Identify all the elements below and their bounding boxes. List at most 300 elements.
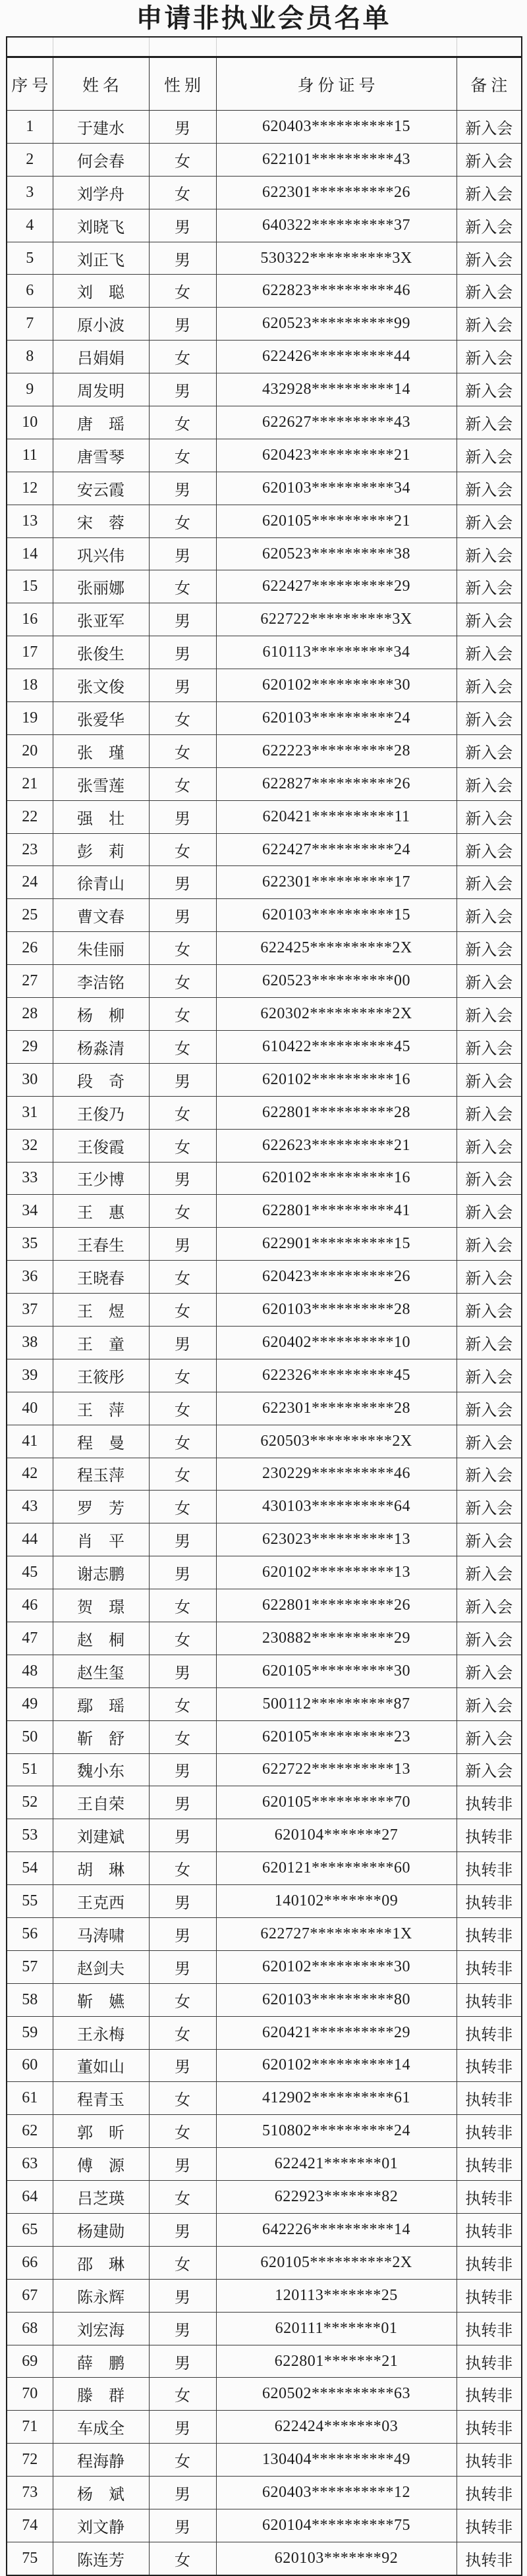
header-no: 序号 xyxy=(7,57,53,111)
cell-no: 23 xyxy=(7,833,53,866)
table-row xyxy=(7,143,522,176)
cell-no: 10 xyxy=(7,406,53,439)
cell-name: 于建水 xyxy=(53,111,149,144)
table-row xyxy=(7,965,522,998)
member-table xyxy=(6,36,522,2576)
cell-no: 52 xyxy=(7,1786,53,1819)
cell-gender: 男 xyxy=(149,1162,216,1195)
cell-gender: 男 xyxy=(149,2312,216,2345)
cell-name: 魏小东 xyxy=(53,1753,149,1786)
cell-no: 39 xyxy=(7,1359,53,1392)
cell-gender: 女 xyxy=(149,2082,216,2115)
cell-gender: 女 xyxy=(149,1261,216,1294)
cell-gender: 女 xyxy=(149,1392,216,1425)
cell-id: 622627**********43 xyxy=(216,406,457,439)
table-row xyxy=(7,899,522,932)
spacer-cell xyxy=(7,37,53,57)
cell-name: 郭 昕 xyxy=(53,2115,149,2148)
cell-name: 强 壮 xyxy=(53,800,149,833)
cell-gender: 女 xyxy=(149,1458,216,1491)
table-row xyxy=(7,570,522,603)
table-row xyxy=(7,275,522,308)
cell-id: 620421**********11 xyxy=(216,800,457,833)
cell-id: 622823**********46 xyxy=(216,275,457,308)
cell-name: 滕 群 xyxy=(53,2378,149,2411)
cell-remark: 新入会 xyxy=(457,1392,522,1425)
cell-name: 杨 柳 xyxy=(53,998,149,1031)
cell-id: 230882**********29 xyxy=(216,1622,457,1655)
cell-id: 620502**********63 xyxy=(216,2378,457,2411)
cell-name: 李洁铭 xyxy=(53,965,149,998)
table-row xyxy=(7,406,522,439)
cell-name: 宋 蓉 xyxy=(53,505,149,537)
table-row xyxy=(7,1786,522,1819)
table-row xyxy=(7,472,522,505)
cell-name: 王 煜 xyxy=(53,1294,149,1327)
cell-no: 58 xyxy=(7,1983,53,2016)
cell-gender: 女 xyxy=(149,143,216,176)
header-name: 姓名 xyxy=(53,57,149,111)
cell-remark: 新入会 xyxy=(457,702,522,735)
cell-no: 8 xyxy=(7,341,53,373)
cell-remark: 新入会 xyxy=(457,1589,522,1622)
cell-gender: 女 xyxy=(149,1687,216,1720)
cell-name: 杨淼清 xyxy=(53,1030,149,1063)
cell-id: 620102**********13 xyxy=(216,1556,457,1589)
cell-gender: 男 xyxy=(149,866,216,899)
cell-name: 王晓春 xyxy=(53,1261,149,1294)
cell-id: 640322**********37 xyxy=(216,209,457,242)
cell-id: 620102**********16 xyxy=(216,1162,457,1195)
cell-id: 622424*******03 xyxy=(216,2411,457,2444)
cell-remark: 新入会 xyxy=(457,734,522,767)
cell-no: 7 xyxy=(7,308,53,341)
cell-name: 鄢 瑶 xyxy=(53,1687,149,1720)
cell-id: 610113**********34 xyxy=(216,636,457,669)
cell-name: 巩兴伟 xyxy=(53,537,149,570)
cell-id: 622801*******21 xyxy=(216,2345,457,2378)
cell-id: 620121**********60 xyxy=(216,1852,457,1885)
cell-id: 622326**********45 xyxy=(216,1359,457,1392)
cell-gender: 女 xyxy=(149,406,216,439)
cell-id: 620105**********70 xyxy=(216,1786,457,1819)
cell-id: 623023**********13 xyxy=(216,1523,457,1556)
cell-remark: 新入会 xyxy=(457,406,522,439)
cell-name: 王 童 xyxy=(53,1326,149,1359)
cell-name: 张文俊 xyxy=(53,669,149,702)
cell-no: 26 xyxy=(7,932,53,965)
cell-remark: 执转非 xyxy=(457,2181,522,2214)
cell-no: 69 xyxy=(7,2345,53,2378)
cell-name: 马涛啸 xyxy=(53,1917,149,1950)
cell-name: 谢志鹏 xyxy=(53,1556,149,1589)
cell-id: 620503**********2X xyxy=(216,1425,457,1458)
table-row xyxy=(7,2345,522,2378)
cell-name: 吕芝瑛 xyxy=(53,2181,149,2214)
table-row xyxy=(7,373,522,406)
table-row xyxy=(7,2542,522,2575)
cell-name: 薛 鹏 xyxy=(53,2345,149,2378)
cell-gender: 男 xyxy=(149,537,216,570)
table-row xyxy=(7,767,522,800)
cell-no: 55 xyxy=(7,1885,53,1918)
cell-no: 21 xyxy=(7,767,53,800)
cell-name: 胡 琳 xyxy=(53,1852,149,1885)
cell-remark: 执转非 xyxy=(457,2246,522,2279)
cell-no: 66 xyxy=(7,2246,53,2279)
cell-remark: 执转非 xyxy=(457,1885,522,1918)
table-row xyxy=(7,1162,522,1195)
table-row xyxy=(7,308,522,341)
cell-name: 刘学舟 xyxy=(53,176,149,209)
cell-gender: 男 xyxy=(149,2049,216,2082)
cell-remark: 新入会 xyxy=(457,767,522,800)
cell-no: 46 xyxy=(7,1589,53,1622)
cell-no: 18 xyxy=(7,669,53,702)
page-title: 申请非执业会员名单 xyxy=(136,3,391,33)
table-row xyxy=(7,1950,522,1983)
cell-remark: 新入会 xyxy=(457,800,522,833)
cell-no: 33 xyxy=(7,1162,53,1195)
cell-no: 36 xyxy=(7,1261,53,1294)
table-row xyxy=(7,1655,522,1687)
spacer-cell xyxy=(53,37,149,57)
cell-id: 622801**********41 xyxy=(216,1195,457,1228)
cell-remark: 执转非 xyxy=(457,2082,522,2115)
cell-id: 620523**********99 xyxy=(216,308,457,341)
cell-id: 620103*******92 xyxy=(216,2542,457,2575)
table-row xyxy=(7,2411,522,2444)
cell-remark: 新入会 xyxy=(457,505,522,537)
cell-id: 620423**********26 xyxy=(216,1261,457,1294)
cell-no: 59 xyxy=(7,2016,53,2049)
cell-remark: 执转非 xyxy=(457,1983,522,2016)
cell-name: 董如山 xyxy=(53,2049,149,2082)
cell-no: 47 xyxy=(7,1622,53,1655)
table-row xyxy=(7,1622,522,1655)
cell-no: 75 xyxy=(7,2542,53,2575)
cell-gender: 女 xyxy=(149,176,216,209)
table-row xyxy=(7,800,522,833)
cell-gender: 男 xyxy=(149,209,216,242)
cell-id: 610422**********45 xyxy=(216,1030,457,1063)
cell-no: 40 xyxy=(7,1392,53,1425)
cell-name: 刘正飞 xyxy=(53,242,149,275)
cell-id: 620104**********75 xyxy=(216,2509,457,2542)
cell-name: 朱佳丽 xyxy=(53,932,149,965)
cell-remark: 新入会 xyxy=(457,143,522,176)
cell-id: 622425**********2X xyxy=(216,932,457,965)
cell-gender: 男 xyxy=(149,1819,216,1852)
header-row xyxy=(7,57,522,111)
table-row xyxy=(7,1392,522,1425)
cell-remark: 执转非 xyxy=(457,2115,522,2148)
spacer-cell xyxy=(216,37,457,57)
spacer-row xyxy=(7,37,522,57)
cell-no: 22 xyxy=(7,800,53,833)
table-row xyxy=(7,1491,522,1523)
cell-remark: 执转非 xyxy=(457,2509,522,2542)
cell-gender: 女 xyxy=(149,965,216,998)
table-row xyxy=(7,1425,522,1458)
table-row xyxy=(7,636,522,669)
cell-gender: 女 xyxy=(149,570,216,603)
spacer-cell xyxy=(149,37,216,57)
cell-gender: 男 xyxy=(149,2411,216,2444)
spacer-cell xyxy=(457,37,522,57)
table-row xyxy=(7,1556,522,1589)
cell-name: 安云霞 xyxy=(53,472,149,505)
cell-gender: 男 xyxy=(149,1786,216,1819)
cell-id: 620403**********15 xyxy=(216,111,457,144)
cell-no: 51 xyxy=(7,1753,53,1786)
cell-gender: 女 xyxy=(149,1720,216,1753)
table-row xyxy=(7,932,522,965)
cell-remark: 新入会 xyxy=(457,833,522,866)
table-row xyxy=(7,1687,522,1720)
cell-gender: 女 xyxy=(149,702,216,735)
cell-gender: 男 xyxy=(149,308,216,341)
cell-remark: 执转非 xyxy=(457,2542,522,2575)
cell-name: 张 瑾 xyxy=(53,734,149,767)
cell-gender: 男 xyxy=(149,111,216,144)
cell-name: 程玉萍 xyxy=(53,1458,149,1491)
cell-no: 9 xyxy=(7,373,53,406)
cell-gender: 男 xyxy=(149,1228,216,1261)
cell-no: 32 xyxy=(7,1129,53,1162)
cell-id: 622421*******01 xyxy=(216,2148,457,2181)
table-row xyxy=(7,1885,522,1918)
cell-id: 622301**********17 xyxy=(216,866,457,899)
cell-no: 49 xyxy=(7,1687,53,1720)
cell-no: 71 xyxy=(7,2411,53,2444)
cell-no: 27 xyxy=(7,965,53,998)
cell-no: 74 xyxy=(7,2509,53,2542)
cell-gender: 女 xyxy=(149,1359,216,1392)
cell-no: 67 xyxy=(7,2279,53,2312)
cell-name: 陈永辉 xyxy=(53,2279,149,2312)
table-row xyxy=(7,1261,522,1294)
cell-remark: 执转非 xyxy=(457,1786,522,1819)
cell-remark: 执转非 xyxy=(457,2378,522,2411)
cell-name: 段 奇 xyxy=(53,1063,149,1096)
table-row xyxy=(7,2444,522,2477)
cell-gender: 女 xyxy=(149,1096,216,1129)
cell-gender: 女 xyxy=(149,932,216,965)
cell-name: 王少博 xyxy=(53,1162,149,1195)
cell-no: 16 xyxy=(7,603,53,636)
cell-remark: 新入会 xyxy=(457,1622,522,1655)
cell-no: 57 xyxy=(7,1950,53,1983)
cell-gender: 女 xyxy=(149,1425,216,1458)
cell-name: 贺 璟 xyxy=(53,1589,149,1622)
cell-no: 62 xyxy=(7,2115,53,2148)
cell-name: 王自荣 xyxy=(53,1786,149,1819)
cell-name: 张俊生 xyxy=(53,636,149,669)
cell-name: 靳 嬿 xyxy=(53,1983,149,2016)
cell-name: 王俊乃 xyxy=(53,1096,149,1129)
cell-name: 王克西 xyxy=(53,1885,149,1918)
cell-gender: 男 xyxy=(149,1326,216,1359)
cell-gender: 女 xyxy=(149,1294,216,1327)
cell-id: 140102*******09 xyxy=(216,1885,457,1918)
cell-remark: 新入会 xyxy=(457,1753,522,1786)
cell-id: 622426**********44 xyxy=(216,341,457,373)
header-gender: 性别 xyxy=(149,57,216,111)
cell-no: 63 xyxy=(7,2148,53,2181)
table-row xyxy=(7,2378,522,2411)
cell-no: 6 xyxy=(7,275,53,308)
cell-id: 510802**********24 xyxy=(216,2115,457,2148)
cell-remark: 新入会 xyxy=(457,1655,522,1687)
cell-no: 20 xyxy=(7,734,53,767)
cell-id: 620403**********12 xyxy=(216,2477,457,2509)
cell-name: 唐 瑶 xyxy=(53,406,149,439)
table-head xyxy=(7,37,522,111)
cell-gender: 女 xyxy=(149,2542,216,2575)
table-row xyxy=(7,2509,522,2542)
table-row xyxy=(7,1326,522,1359)
table-body xyxy=(7,111,522,2575)
table-row xyxy=(7,176,522,209)
cell-remark: 新入会 xyxy=(457,242,522,275)
cell-id: 622722**********13 xyxy=(216,1753,457,1786)
cell-name: 何会春 xyxy=(53,143,149,176)
cell-remark: 执转非 xyxy=(457,2477,522,2509)
cell-remark: 执转非 xyxy=(457,2279,522,2312)
cell-no: 30 xyxy=(7,1063,53,1096)
cell-name: 肖 平 xyxy=(53,1523,149,1556)
table-row xyxy=(7,669,522,702)
cell-id: 130404**********49 xyxy=(216,2444,457,2477)
cell-no: 64 xyxy=(7,2181,53,2214)
cell-gender: 女 xyxy=(149,439,216,472)
cell-name: 傅 源 xyxy=(53,2148,149,2181)
table-row xyxy=(7,1917,522,1950)
cell-no: 3 xyxy=(7,176,53,209)
table-row xyxy=(7,2049,522,2082)
table-row xyxy=(7,1589,522,1622)
table-row xyxy=(7,833,522,866)
cell-id: 622623**********21 xyxy=(216,1129,457,1162)
cell-id: 622301**********28 xyxy=(216,1392,457,1425)
cell-id: 620402**********10 xyxy=(216,1326,457,1359)
cell-id: 620302**********2X xyxy=(216,998,457,1031)
cell-remark: 新入会 xyxy=(457,1096,522,1129)
cell-remark: 新入会 xyxy=(457,1294,522,1327)
cell-no: 73 xyxy=(7,2477,53,2509)
cell-remark: 新入会 xyxy=(457,308,522,341)
table-row xyxy=(7,2477,522,2509)
table-row xyxy=(7,111,522,144)
cell-name: 赵生玺 xyxy=(53,1655,149,1687)
cell-id: 620102**********30 xyxy=(216,1950,457,1983)
table-row xyxy=(7,1030,522,1063)
cell-remark: 新入会 xyxy=(457,1687,522,1720)
cell-id: 230229**********46 xyxy=(216,1458,457,1491)
cell-gender: 男 xyxy=(149,1523,216,1556)
cell-no: 61 xyxy=(7,2082,53,2115)
cell-id: 120113*******25 xyxy=(216,2279,457,2312)
cell-name: 张亚军 xyxy=(53,603,149,636)
cell-gender: 男 xyxy=(149,1753,216,1786)
table-row xyxy=(7,505,522,537)
table-row xyxy=(7,537,522,570)
cell-gender: 男 xyxy=(149,2477,216,2509)
cell-remark: 新入会 xyxy=(457,570,522,603)
cell-gender: 女 xyxy=(149,1622,216,1655)
cell-id: 620103**********28 xyxy=(216,1294,457,1327)
cell-name: 王春生 xyxy=(53,1228,149,1261)
cell-id: 620523**********38 xyxy=(216,537,457,570)
cell-gender: 女 xyxy=(149,1491,216,1523)
cell-remark: 执转非 xyxy=(457,2016,522,2049)
table-row xyxy=(7,1096,522,1129)
cell-gender: 女 xyxy=(149,1852,216,1885)
cell-name: 张丽娜 xyxy=(53,570,149,603)
cell-gender: 女 xyxy=(149,734,216,767)
table-row xyxy=(7,2016,522,2049)
table-row xyxy=(7,2312,522,2345)
cell-gender: 男 xyxy=(149,1063,216,1096)
cell-id: 642226**********14 xyxy=(216,2214,457,2247)
table-row xyxy=(7,2279,522,2312)
cell-gender: 女 xyxy=(149,833,216,866)
cell-id: 622301**********26 xyxy=(216,176,457,209)
cell-gender: 男 xyxy=(149,2214,216,2247)
cell-name: 程 曼 xyxy=(53,1425,149,1458)
cell-id: 622722**********3X xyxy=(216,603,457,636)
cell-remark: 新入会 xyxy=(457,111,522,144)
cell-name: 赵剑夫 xyxy=(53,1950,149,1983)
cell-remark: 执转非 xyxy=(457,1852,522,1885)
cell-id: 622801**********28 xyxy=(216,1096,457,1129)
cell-gender: 女 xyxy=(149,341,216,373)
table-row xyxy=(7,209,522,242)
cell-gender: 女 xyxy=(149,1983,216,2016)
cell-gender: 男 xyxy=(149,2345,216,2378)
table-row xyxy=(7,2181,522,2214)
cell-gender: 女 xyxy=(149,505,216,537)
table-row xyxy=(7,2214,522,2247)
cell-name: 刘 聪 xyxy=(53,275,149,308)
cell-no: 37 xyxy=(7,1294,53,1327)
cell-no: 31 xyxy=(7,1096,53,1129)
cell-name: 陈连芳 xyxy=(53,2542,149,2575)
cell-remark: 新入会 xyxy=(457,1491,522,1523)
cell-remark: 执转非 xyxy=(457,1950,522,1983)
table-row xyxy=(7,1523,522,1556)
cell-remark: 新入会 xyxy=(457,1162,522,1195)
cell-name: 原小波 xyxy=(53,308,149,341)
cell-remark: 新入会 xyxy=(457,1129,522,1162)
table-row xyxy=(7,1359,522,1392)
cell-gender: 男 xyxy=(149,373,216,406)
cell-gender: 男 xyxy=(149,2279,216,2312)
cell-id: 432928**********14 xyxy=(216,373,457,406)
cell-remark: 新入会 xyxy=(457,669,522,702)
cell-remark: 执转非 xyxy=(457,2411,522,2444)
cell-remark: 执转非 xyxy=(457,1917,522,1950)
cell-gender: 男 xyxy=(149,1556,216,1589)
table-row xyxy=(7,1228,522,1261)
cell-remark: 新入会 xyxy=(457,1063,522,1096)
cell-remark: 新入会 xyxy=(457,341,522,373)
cell-name: 邵 琳 xyxy=(53,2246,149,2279)
cell-name: 刘晓飞 xyxy=(53,209,149,242)
cell-remark: 新入会 xyxy=(457,899,522,932)
cell-id: 620102**********16 xyxy=(216,1063,457,1096)
